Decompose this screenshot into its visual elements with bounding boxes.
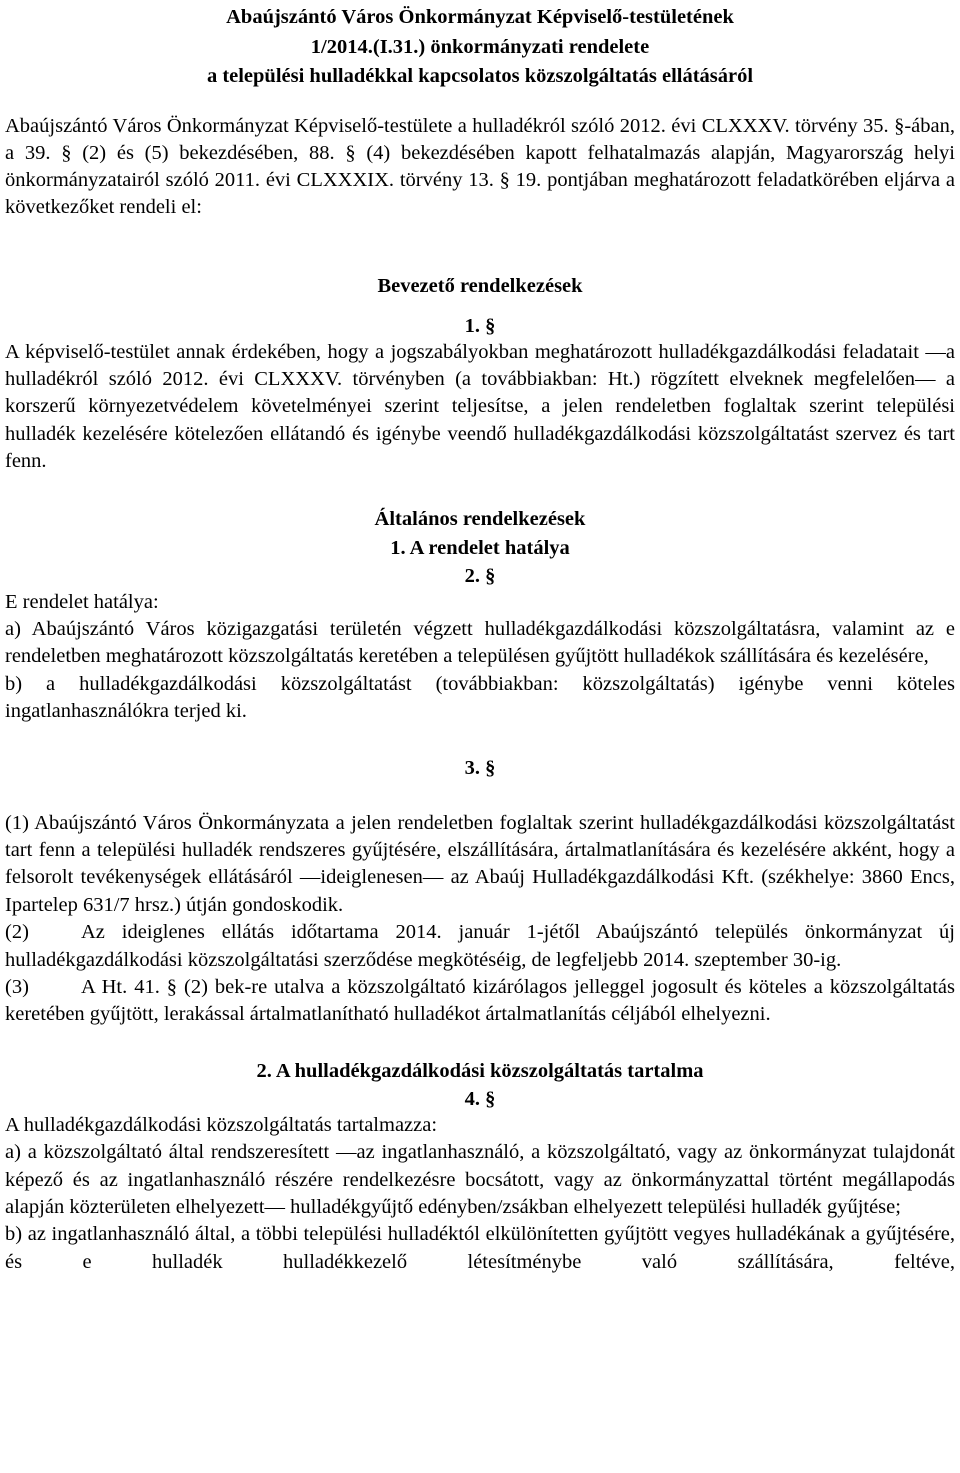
paragraph-3-2-label: (2)	[5, 921, 29, 944]
title-line-3: a települési hulladékkal kapcsolatos közszolgáltatás ellátásáról	[206, 65, 754, 87]
paragraph-number-1: 1. §	[464, 314, 496, 337]
paragraph-3-2	[5, 919, 955, 974]
paragraph-3-2-text: Az ideiglenes ellátás időtartama 2014. január 1-jétől Abaújszántó település önkormányzat új hulladékgazdálkodási közszolgáltatási szerződése megkötéséig, de legfeljebb 2014. szeptember 30-ig.	[5, 921, 955, 971]
content-item-a: a) a közszolgáltató által rendszeresített —az ingatlanhasználó, a közszolgáltató, vagy az önkormányzat tulajdonát képező és az ingatlanhasználó részére rendelkezésre bocsátott, vagy az önkormányzattal történt megállapodás alapján közterületen elhelyezett— hulladékgyűjtő edényben/zsákban elhelyezett települési hulladék gyűjtése;	[5, 1141, 955, 1219]
paragraph-number-3: 3. §	[464, 756, 496, 779]
subheading-scope: 1. A rendelet hatálya	[390, 536, 570, 559]
scope-item-b: b) a hulladékgazdálkodási közszolgáltatást (továbbiakban: közszolgáltatás) igénybe venni köteles ingatlanhasználókra terjed ki.	[5, 672, 955, 723]
title-line-1: Abaújszántó Város Önkormányzat Képviselő-testületének	[226, 6, 734, 28]
content-intro: A hulladékgazdálkodási közszolgáltatás tartalmazza:	[5, 1113, 438, 1136]
paragraph-3-3-text: A Ht. 41. § (2) bek-re utalva a közszolgáltató kizárólagos jelleggel jogosult és köteles a közszolgáltatás keretében gyűjtött, lerakással ártalmatlanítható hulladékot ártalmatlanítás céljából elhelyezni.	[5, 976, 955, 1026]
section-heading-general: Általános rendelkezések	[374, 507, 586, 530]
title-line-2: 1/2014.(I.31.) önkormányzati rendelete	[310, 35, 650, 58]
document-title	[5, 3, 955, 92]
section-heading-content: 2. A hulladékgazdálkodási közszolgáltatás tartalma	[256, 1059, 704, 1082]
paragraph-number-2: 2. §	[464, 564, 496, 587]
content-item-b: b) az ingatlanhasználó által, a többi települési hulladéktól elkülönítetten gyűjtött vegyes hulladékának a gyűjtésére, és e hulladék hulladékkezelő létesítménybe való szállítására, feltéve,	[5, 1223, 955, 1273]
scope-item-a: a) Abaújszántó Város közigazgatási területén végzett hulladékgazdálkodási közszolgáltatásra, valamint az e rendeletben meghatározott közszolgáltatás keretében a településen gyűjtött hulladékok szállítására és kezelésére,	[5, 617, 955, 668]
scope-intro: E rendelet hatálya:	[5, 590, 159, 613]
paragraph-3-3-label: (3)	[5, 976, 29, 998]
document-page	[5, 3, 955, 1276]
paragraph-3-1: (1) Abaújszántó Város Önkormányzata a jelen rendeletben foglaltak szerint hulladékgazdálkodási közszolgáltatást tart fenn a települési hulladék rendszeres gyűjtésére, elszállítására, ártalmatlanítására és kezelésére akként, hogy a felsorolt tevékenységek ellátásáról —ideiglenesen— az Abaúj Hulladékgazdálkodási Kft. (székhelye: 3860 Encs, Ipartelep 631/7 hrsz.) útján gondoskodik.	[5, 811, 955, 916]
paragraph-3-3	[5, 974, 955, 1029]
paragraph-1-text: A képviselő-testület annak érdekében, hogy a jogszabályokban meghatározott hulladékgazdálkodási feladatait —a hulladékról szóló 2012. évi CLXXXV. törvényben (a továbbiakban: Ht.) rögzített elveknek megfelelően— a korszerű környezetvédelem követelményei szerint teljesítse, a jelen rendeletben foglaltak szerint települési hulladék kezelésére kötelezően ellátandó és igénybe veendő hulladékgazdálkodási közszolgáltatást szervez és tart fenn.	[5, 340, 955, 473]
paragraph-number-4: 4. §	[464, 1087, 496, 1110]
preamble: Abaújszántó Város Önkormányzat Képviselő-testülete a hulladékról szóló 2012. évi CLXXXV. törvény 35. §-ában, a 39. § (2) és (5) bekezdésében, 88. § (4) bekezdésében kapott felhatalmazás alapján, Magyarország helyi önkormányzatairól szóló 2011. évi CLXXXIX. törvény 13. § 19. pontjában meghatározott feladatkörében eljárva a következőket rendeli el:	[5, 114, 955, 218]
section-heading-intro: Bevezető rendelkezések	[377, 274, 583, 297]
